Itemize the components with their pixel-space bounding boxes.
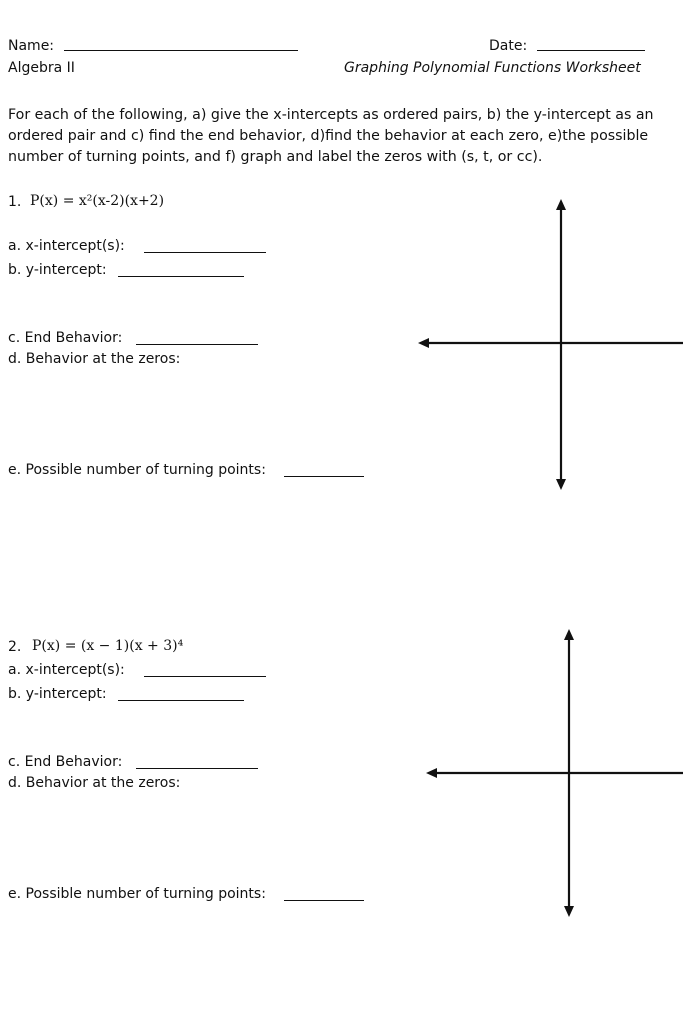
worksheet-title: Graphing Polynomial Functions Worksheet xyxy=(344,60,641,76)
problem-equation: P(x) = (x − 1)(x + 3)⁴ xyxy=(32,638,184,654)
coordinate-axes-problem-1[interactable] xyxy=(418,199,683,490)
arrow-up-icon xyxy=(564,629,574,640)
turning-points-label: e. Possible number of turning points: xyxy=(8,886,266,902)
arrow-left-icon xyxy=(426,768,437,778)
date-label: Date: xyxy=(489,38,528,54)
end-behavior-label: c. End Behavior: xyxy=(8,330,123,346)
turning-points-label: e. Possible number of turning points: xyxy=(8,462,266,478)
instructions-text: For each of the following, a) give the x-intercepts as ordered pairs, b) the y-intercept as an ordered pair and c) find the end behavior, d)find the behavior at each zero, e)the possible number of turning points, and f) graph and label the zeros with (s, t, or cc). xyxy=(8,107,654,165)
arrow-down-icon xyxy=(564,906,574,917)
arrow-down-icon xyxy=(556,479,566,490)
problem-number: 2. xyxy=(8,639,22,655)
course-label: Algebra II xyxy=(8,60,75,76)
coordinate-axes-problem-2[interactable] xyxy=(426,629,683,917)
behavior-at-zeros-label: d. Behavior at the zeros: xyxy=(8,351,181,367)
x-intercept-label: a. x-intercept(s): xyxy=(8,662,125,678)
behavior-at-zeros-label: d. Behavior at the zeros: xyxy=(8,775,181,791)
problem-number: 1. xyxy=(8,194,22,210)
arrow-left-icon xyxy=(418,338,429,348)
name-label: Name: xyxy=(8,38,55,54)
x-intercept-label: a. x-intercept(s): xyxy=(8,238,125,254)
end-behavior-label: c. End Behavior: xyxy=(8,754,123,770)
problem-equation: P(x) = x²(x-2)(x+2) xyxy=(30,193,165,209)
y-intercept-label: b. y-intercept: xyxy=(8,686,107,702)
y-intercept-label: b. y-intercept: xyxy=(8,262,107,278)
arrow-up-icon xyxy=(556,199,566,210)
